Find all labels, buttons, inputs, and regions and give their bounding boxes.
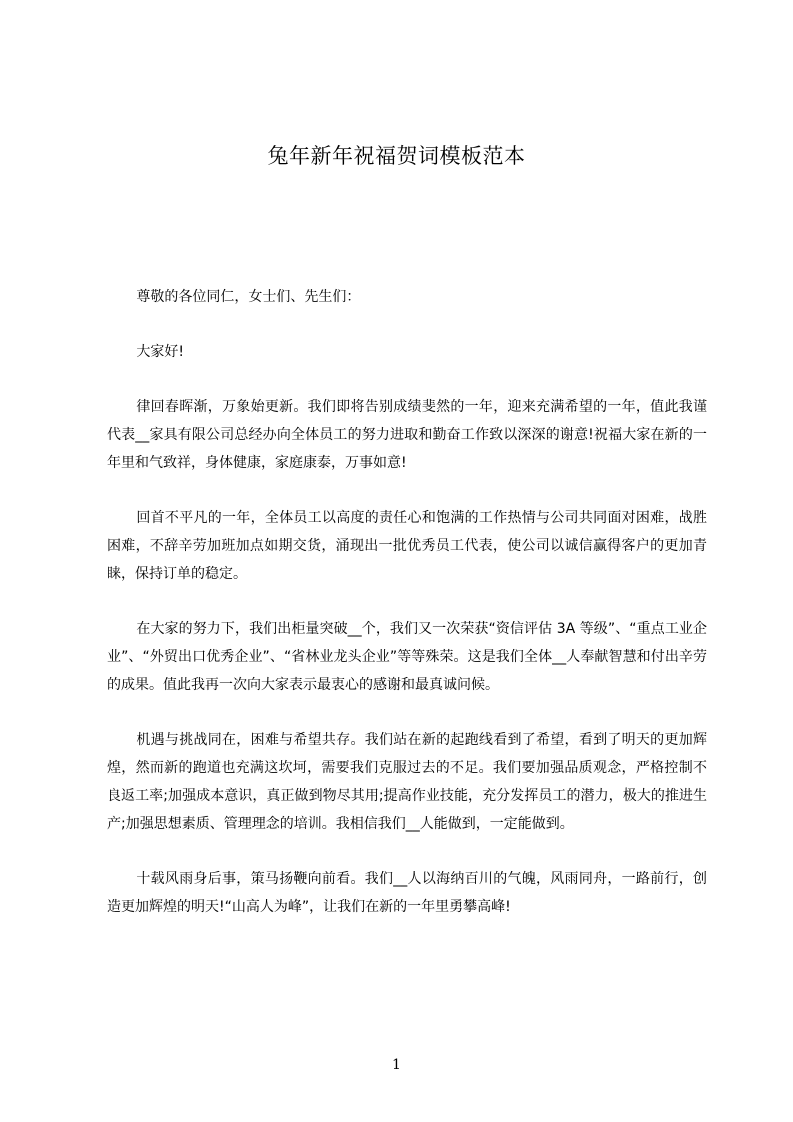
body-paragraph: 律回春晖渐，万象始更新。我们即将告别成绩斐然的一年，迎来充满希望的一年，值此我谨代表__家具有限公司总经办向全体员工的努力进取和勤奋工作致以深深的谢意!祝福大家在新的一年里和气致祥，身体健康，家庭康泰，万事如意! bbox=[107, 399, 707, 471]
page-number: 1 bbox=[392, 1057, 401, 1073]
document-body bbox=[107, 283, 707, 948]
body-paragraph: 十载风雨身后事，策马扬鞭向前看。我们__人以海纳百川的气魄，风雨同舟，一路前行，创造更加辉煌的明天!“山高人为峰”，让我们在新的一年里勇攀高峰! bbox=[107, 871, 707, 915]
body-paragraph: 在大家的努力下，我们出柜量突破__个，我们又一次荣获“资信评估 3A 等级”、“重点工业企业”、“外贸出口优秀企业”、“省林业龙头企业”等等殊荣。这是我们全体__人奉献智慧和付出辛劳的成果。值此我再一次向大家表示最衷心的感谢和最真诚问候。 bbox=[107, 621, 707, 693]
greeting-paragraph: 大家好! bbox=[136, 344, 185, 360]
document-title: 兔年新年祝福贺词模板范本 bbox=[267, 144, 526, 168]
body-paragraph: 回首不平凡的一年，全体员工以高度的责任心和饱满的工作热情与公司共同面对困难，战胜困难，不辞辛劳加班加点如期交货，涌现出一批优秀员工代表，使公司以诚信赢得客户的更加青睐，保持订单的稳定。 bbox=[107, 510, 707, 582]
body-paragraph: 机遇与挑战同在，困难与希望共存。我们站在新的起跑线看到了希望，看到了明天的更加辉煌，然而新的跑道也充满这坎坷，需要我们克服过去的不足。我们要加强品质观念，严格控制不良返工率;加强成本意识，真正做到物尽其用;提高作业技能，充分发挥员工的潜力，极大的推进生产;加强思想素质、管理理念的培训。我相信我们__人能做到，一定能做到。 bbox=[107, 732, 707, 832]
salutation-paragraph: 尊敬的各位同仁，女士们、先生们： bbox=[136, 289, 361, 305]
